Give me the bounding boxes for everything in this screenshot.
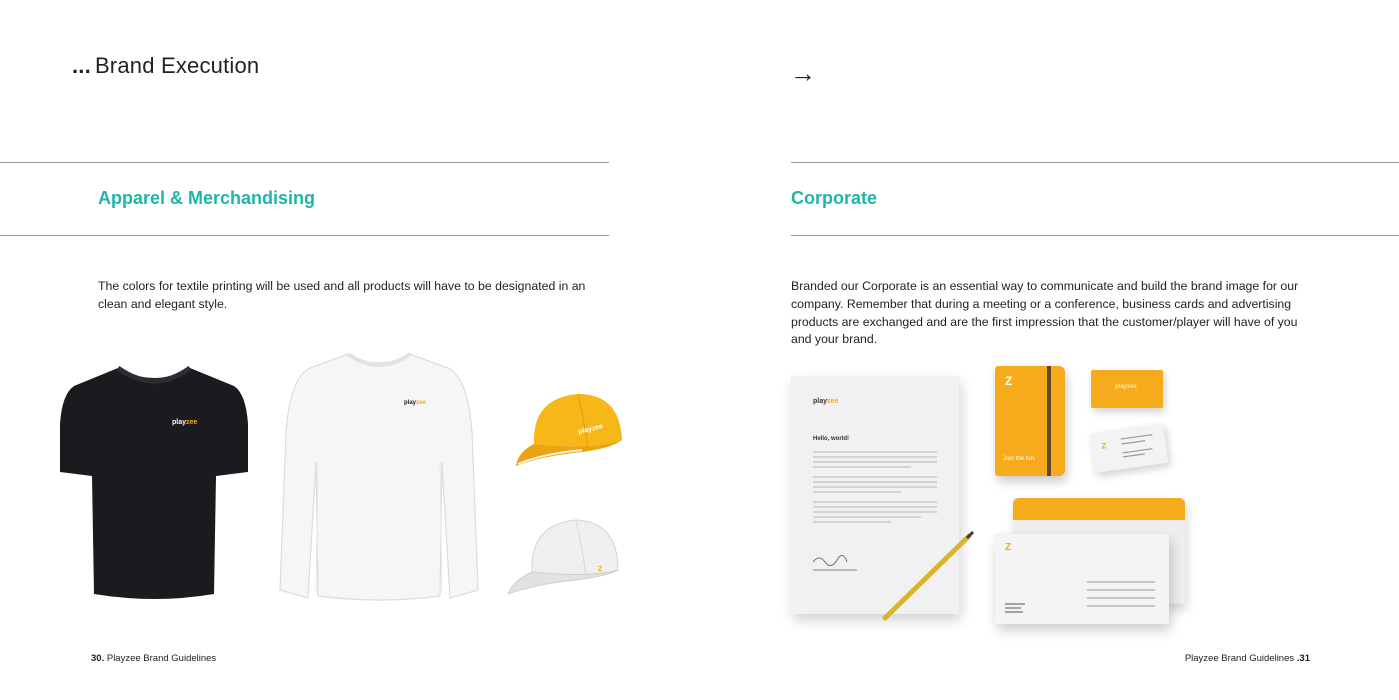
- section-title-dots: ...: [72, 53, 91, 78]
- footer-text: Playzee Brand Guidelines: [1184, 653, 1295, 664]
- letterhead-logo: playzee: [813, 398, 839, 405]
- svg-text:◦◦◦: ◦◦◦: [152, 385, 156, 389]
- bottom-divider: [791, 235, 1399, 236]
- page-number: .31: [1296, 653, 1310, 664]
- white-cap-mockup: [506, 516, 626, 600]
- yellow-cap-mockup: [512, 390, 632, 472]
- bottom-divider: [0, 235, 609, 236]
- card-logo: playzee: [1115, 384, 1137, 390]
- notebook-tagline: Join the fun.: [1003, 456, 1036, 462]
- card-z-icon: Z: [1100, 441, 1107, 451]
- cap-z-icon: Z: [598, 566, 603, 573]
- cap-logo: playzee: [577, 423, 604, 436]
- page-number: 30.: [91, 653, 105, 664]
- longsleeve-logo: playzee: [404, 400, 426, 406]
- top-divider: [791, 162, 1399, 163]
- subsection-title: Apparel & Merchandising: [98, 188, 316, 208]
- body-paragraph: The colors for textile printing will be used and all products will have to be designated in an clean and elegant style.: [98, 279, 586, 311]
- section-title: [72, 53, 259, 79]
- page-footer: [91, 653, 216, 664]
- black-tshirt-mockup: [58, 364, 250, 602]
- notebook-z-icon: Z: [1005, 374, 1013, 388]
- body-paragraph: Branded our Corporate is an essential way to communicate and build the brand image for our company. Remember that during a meeting or a conference, business cards and advertising products are exchanged and are the first impression that the customer/player will have of you and your brand.: [791, 279, 1299, 347]
- top-divider: [0, 162, 609, 163]
- business-card-back: [1090, 423, 1169, 473]
- envelope-z-icon: Z: [1005, 542, 1012, 553]
- white-longsleeve-mockup: [278, 352, 480, 604]
- tshirt-logo: playzee: [172, 419, 198, 426]
- right-page: [699, 0, 1399, 700]
- letter-heading: Hello, world!: [813, 436, 849, 442]
- arrow-right-icon: →: [790, 58, 816, 88]
- notebook-mockup: [995, 366, 1065, 476]
- envelope-front: [995, 534, 1169, 624]
- section-title-text: Brand Execution: [94, 53, 260, 78]
- business-card-front: [1091, 370, 1163, 408]
- pencil-icon: [879, 530, 979, 624]
- left-page: [0, 0, 699, 700]
- subsection-title: Corporate: [791, 188, 878, 208]
- notebook-band: [1047, 366, 1051, 476]
- footer-text: Playzee Brand Guidelines: [106, 653, 217, 664]
- page-footer: [1185, 653, 1310, 664]
- envelope-flap: [1013, 498, 1185, 520]
